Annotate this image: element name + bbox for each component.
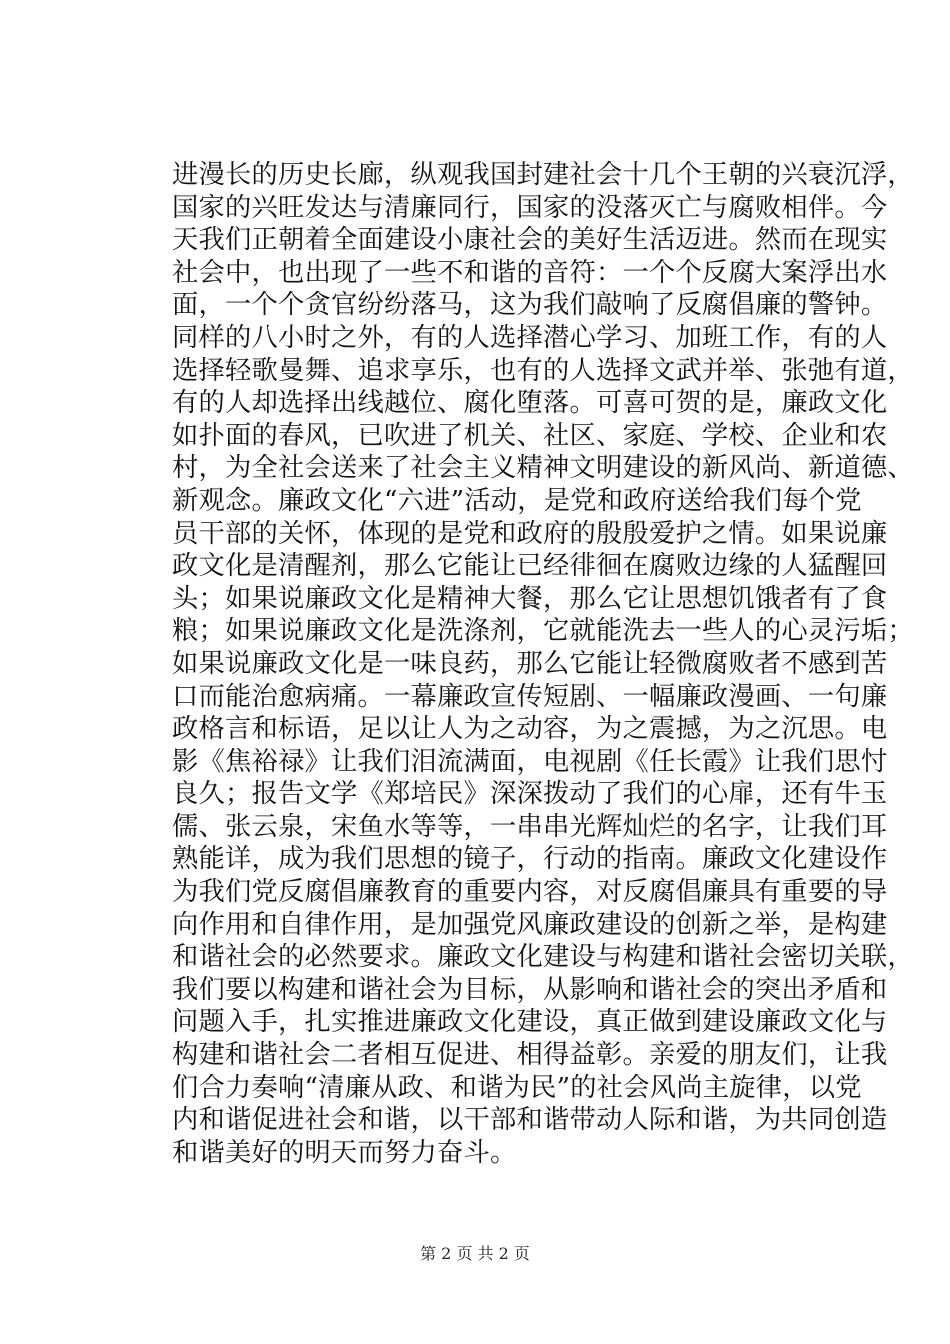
- text-line: 员干部的关怀，体现的是党和政府的殷殷爱护之情。如果说廉: [172, 518, 888, 549]
- text-line: 如果说廉政文化是一味良药，那么它能让轻微腐败者不感到苦: [172, 648, 888, 679]
- text-line: 向作用和自律作用，是加强党风廉政建设的创新之举，是构建: [172, 909, 888, 940]
- text-line: 们合力奏响“清廉从政、和谐为民”的社会风尚主旋律，以党: [172, 1072, 862, 1103]
- text-line: 村，为全社会送来了社会主义精神文明建设的新风尚、新道德、: [172, 453, 914, 484]
- text-line: 良久；报告文学《郑培民》深深拨动了我们的心扉，还有牛玉: [172, 779, 888, 810]
- text-line: 熟能详，成为我们思想的镜子，行动的指南。廉政文化建设作: [172, 844, 888, 875]
- text-line: 口而能治愈病痛。一幕廉政宣传短剧、一幅廉政漫画、一句廉: [172, 681, 888, 712]
- text-line: 构建和谐社会二者相互促进、相得益彰。亲爱的朋友们，让我: [172, 1040, 888, 1071]
- text-line: 政格言和标语，足以让人为之动容，为之震撼，为之沉思。电: [172, 714, 888, 745]
- text-line: 和谐社会的必然要求。廉政文化建设与构建和谐社会密切关联，: [172, 942, 914, 973]
- text-line: 为我们党反腐倡廉教育的重要内容，对反腐倡廉具有重要的导: [172, 877, 888, 908]
- text-line: 有的人却选择出线越位、腐化堕落。可喜可贺的是，廉政文化: [172, 388, 888, 419]
- text-line: 内和谐促进社会和谐，以干部和谐带动人际和谐，为共同创造: [172, 1105, 888, 1136]
- page-number-footer: 第 2 页 共 2 页: [420, 1244, 530, 1263]
- text-line: 同样的八小时之外，有的人选择潜心学习、加班工作，有的人: [172, 322, 888, 353]
- text-line: 儒、张云泉，宋鱼水等等，一串串光辉灿烂的名字，让我们耳: [172, 811, 888, 842]
- text-line: 粮；如果说廉政文化是洗涤剂，它就能洗去一些人的心灵污垢；: [172, 616, 914, 647]
- text-line: 影《焦裕禄》让我们泪流满面，电视剧《任长霞》让我们思忖: [172, 746, 888, 777]
- body-text: [172, 159, 914, 1169]
- text-line: 和谐美好的明天而努力奋斗。: [172, 1137, 517, 1168]
- text-line: 天我们正朝着全面建设小康社会的美好生活迈进。然而在现实: [172, 225, 888, 256]
- text-line: 进漫长的历史长廊，纵观我国封建社会十几个王朝的兴衰沉浮，: [172, 160, 914, 190]
- text-line: 国家的兴旺发达与清廉同行，国家的没落灭亡与腐败相伴。今: [172, 192, 888, 223]
- text-line: 社会中，也出现了一些不和谐的音符：一个个反腐大案浮出水: [172, 257, 888, 288]
- text-line: 选择轻歌曼舞、追求享乐，也有的人选择文武并举、张弛有道，: [172, 355, 914, 386]
- text-line: 新观念。廉政文化“六进”活动，是党和政府送给我们每个党: [172, 485, 862, 516]
- text-line: 面，一个个贪官纷纷落马，这为我们敲响了反腐倡廉的警钟。: [172, 290, 888, 321]
- text-line: 我们要以构建和谐社会为目标，从影响和谐社会的突出矛盾和: [172, 974, 888, 1005]
- text-line: 头；如果说廉政文化是精神大餐，那么它让思想饥饿者有了食: [172, 583, 888, 614]
- text-line: 政文化是清醒剂，那么它能让已经徘徊在腐败边缘的人猛醒回: [172, 551, 888, 582]
- text-line: 如扑面的春风，已吹进了机关、社区、家庭、学校、企业和农: [172, 420, 888, 451]
- text-line: 问题入手，扎实推进廉政文化建设，真正做到建设廉政文化与: [172, 1007, 888, 1038]
